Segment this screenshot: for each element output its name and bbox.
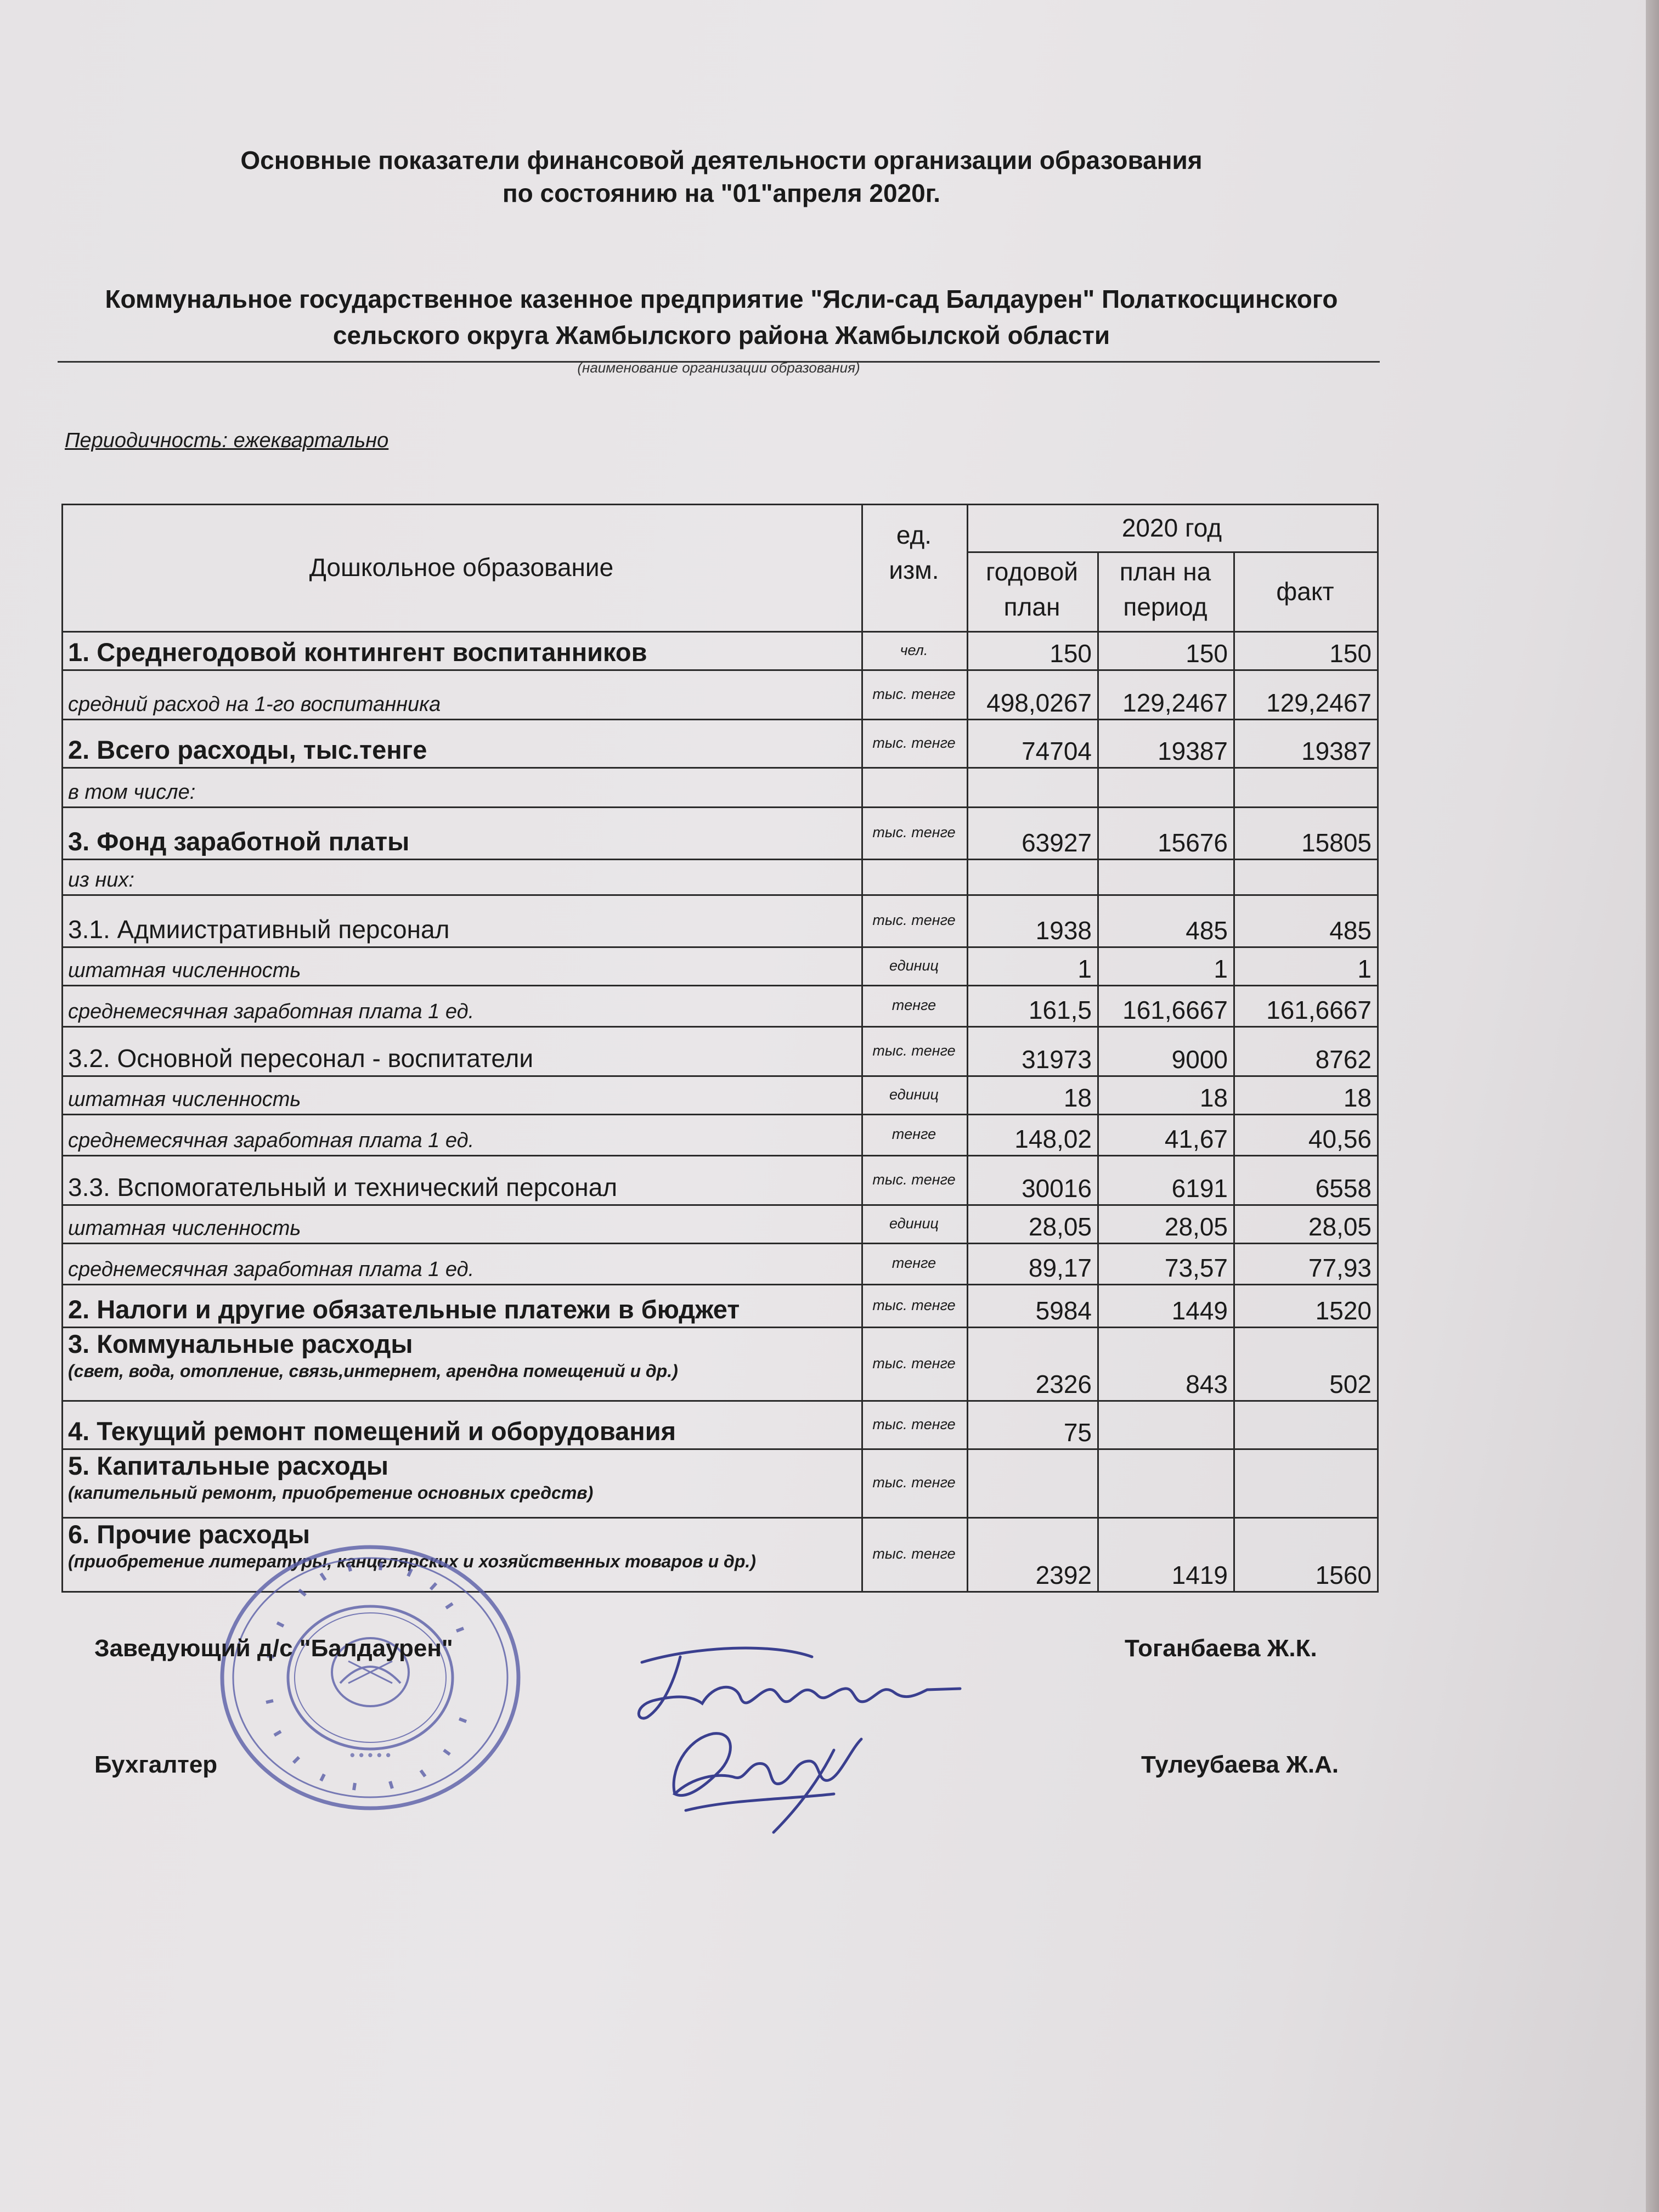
table-row-unit: единиц — [889, 957, 939, 974]
header-unit-line2: изм. — [889, 556, 939, 584]
table-row-period: 73,57 — [1164, 1254, 1228, 1282]
table-vline — [61, 504, 63, 1593]
row-label-text: в том числе: — [68, 781, 196, 804]
table-row-unit: тыс. тенге — [872, 1415, 956, 1432]
table-row-fact: 19387 — [1301, 737, 1372, 765]
table-row-annual: 31973 — [1022, 1045, 1092, 1074]
table-row-fact: 28,05 — [1308, 1212, 1372, 1241]
table-row-label — [68, 1028, 533, 1075]
organization-caption: (наименование организации образования) — [577, 359, 860, 376]
table-row-fact — [1233, 859, 1372, 894]
svg-text:• • • • •: • • • • • — [349, 1747, 391, 1763]
row-label-text: 1. Среднегодовой контингент воспитанников — [68, 637, 647, 667]
table-row-unit: тенге — [891, 1255, 936, 1271]
table-row-label — [68, 1451, 593, 1517]
table-row-annual: 28,05 — [1028, 1212, 1092, 1241]
table-row-period: 41,67 — [1164, 1125, 1228, 1153]
table-row-label — [68, 721, 427, 767]
table-row-unit: тыс. тенге — [872, 734, 956, 751]
table-row-unit: единиц — [889, 1086, 939, 1103]
table-row-label — [68, 769, 195, 806]
head-name: Тоганбаева Ж.К. — [1125, 1635, 1317, 1662]
header-year: 2020 год — [1121, 513, 1222, 542]
table-row-unit: тенге — [891, 1126, 936, 1142]
table-row-period: 843 — [1186, 1370, 1228, 1398]
accountant-name: Тулеубаева Ж.А. — [1141, 1751, 1339, 1778]
table-row-annual: 63927 — [1022, 828, 1092, 857]
table-row-fact — [1233, 767, 1372, 806]
table-row-unit: тыс. тенге — [872, 912, 956, 928]
table-row-unit: тыс. тенге — [872, 1545, 956, 1562]
table-row-unit: тыс. тенге — [872, 685, 956, 702]
organization-name-line2: сельского округа Жамбылского района Жамбылской области — [332, 321, 1110, 349]
table-row-period: 150 — [1186, 639, 1228, 668]
table-row-label — [68, 896, 449, 946]
row-label-text: 5. Капитальные расходы — [68, 1451, 388, 1480]
table-row-annual: 1938 — [1035, 916, 1092, 945]
table-row-label — [68, 1245, 474, 1284]
table-row-fact — [1233, 1400, 1372, 1448]
header-col1-line2: план — [1003, 592, 1060, 621]
header-col1 — [967, 554, 1097, 624]
table-row-label — [68, 1206, 301, 1243]
row-label-text: 3.1. Адмиистративный персонал — [68, 915, 450, 944]
table-row-unit: тыс. тенге — [872, 1042, 956, 1059]
table-row-label — [68, 1116, 474, 1155]
table-row-period: 28,05 — [1164, 1212, 1228, 1241]
table-row-unit: тыс. тенге — [872, 1171, 956, 1188]
table-row-period: 1 — [1214, 955, 1228, 983]
table-row-period: 15676 — [1158, 828, 1228, 857]
row-label-text: средний расход на 1-го воспитанника — [68, 693, 441, 716]
row-sublabel-text: (приобретение литературы, канцелярских и хозяйственных товаров и др.) — [68, 1551, 756, 1571]
table-row-fact: 40,56 — [1308, 1125, 1372, 1153]
accountant-title: Бухгалтер — [94, 1751, 218, 1778]
row-label-text: среднемесячная заработная плата 1 ед. — [68, 1000, 475, 1023]
table-row-label — [68, 1286, 740, 1327]
table-row-annual: 1 — [1077, 955, 1092, 983]
table-row-fact: 1520 — [1315, 1296, 1372, 1325]
row-label-text: среднемесячная заработная плата 1 ед. — [68, 1258, 475, 1281]
table-row-unit: чел. — [900, 641, 928, 658]
table-vline — [1377, 504, 1379, 1593]
accountant-signature-icon — [653, 1717, 872, 1838]
table-row-label — [68, 987, 474, 1026]
table-row-unit: тыс. тенге — [872, 1474, 956, 1491]
row-label-text: 2. Налоги и другие обязательные платежи в бюджет — [68, 1295, 740, 1324]
table-row-unit: тыс. тенге — [872, 1355, 956, 1372]
row-label-text: 3. Фонд заработной платы — [68, 827, 410, 856]
table-row-annual — [967, 767, 1092, 806]
table-row-annual: 2392 — [1035, 1561, 1092, 1589]
head-signature-icon — [631, 1640, 971, 1728]
table-row-annual — [967, 1448, 1092, 1517]
table-row-fact: 150 — [1329, 639, 1372, 668]
table-row-period: 1449 — [1171, 1296, 1228, 1325]
table-row-label — [68, 861, 134, 894]
page-edge — [1646, 0, 1659, 2212]
table-row-annual: 150 — [1049, 639, 1092, 668]
table-row-period: 129,2467 — [1122, 689, 1228, 717]
header-unit-line1: ед. — [896, 521, 932, 549]
table-row-fact: 502 — [1329, 1370, 1372, 1398]
table-row-unit — [861, 767, 967, 806]
periodicity-label: Периодичность: ежеквартально — [65, 429, 389, 452]
table-row-label — [68, 1402, 676, 1448]
row-label-text: из них: — [68, 868, 134, 891]
table-row-annual: 74704 — [1022, 737, 1092, 765]
organization-seal-icon — [217, 1541, 524, 1815]
table-row-fact: 15805 — [1301, 828, 1372, 857]
table-row-unit: единиц — [889, 1215, 939, 1232]
row-label-text: штатная численность — [68, 959, 301, 982]
row-label-text: штатная численность — [68, 1217, 301, 1240]
table-row-period: 19387 — [1158, 737, 1228, 765]
table-row-fact: 8762 — [1315, 1045, 1372, 1074]
header-col2 — [1097, 554, 1233, 624]
table-row-fact: 485 — [1329, 916, 1372, 945]
table-row-fact — [1233, 1448, 1372, 1517]
row-label-text: 3.2. Основной пересонал - воспитатели — [68, 1044, 534, 1073]
row-label-text: 3. Коммунальные расходы — [68, 1329, 413, 1358]
row-label-text: 4. Текущий ремонт помещений и оборудования — [68, 1417, 676, 1446]
table-row-label — [68, 1329, 678, 1400]
table-row-annual: 2326 — [1035, 1370, 1092, 1398]
table-row-fact: 6558 — [1315, 1174, 1372, 1203]
table-row-fact: 77,93 — [1308, 1254, 1372, 1282]
table-row-annual: 75 — [1063, 1418, 1092, 1447]
table-row-annual — [967, 859, 1092, 894]
table-row-period: 6191 — [1171, 1174, 1228, 1203]
table-row-annual: 161,5 — [1028, 996, 1092, 1024]
table-row-label — [68, 1077, 301, 1114]
table-row-annual: 5984 — [1035, 1296, 1092, 1325]
row-label-text: 3.3. Вспомогательный и технический персонал — [68, 1173, 618, 1201]
table-row-label — [68, 809, 409, 859]
row-sublabel-text: (капительный ремонт, приобретение основных средств) — [68, 1483, 594, 1503]
row-label-text: 2. Всего расходы, тыс.тенге — [68, 735, 427, 764]
table-row-period — [1097, 767, 1228, 806]
table-row-fact: 161,6667 — [1266, 996, 1372, 1024]
table-row-period: 18 — [1199, 1084, 1228, 1112]
table-row-period: 485 — [1186, 916, 1228, 945]
table-row-label — [68, 949, 301, 985]
header-col2-line2: период — [1123, 592, 1207, 621]
table-row-annual: 30016 — [1022, 1174, 1092, 1203]
header-col2-line1: план на — [1119, 557, 1211, 586]
table-row-annual: 498,0267 — [986, 689, 1092, 717]
table-row-label — [68, 1157, 617, 1204]
table-row-annual: 89,17 — [1028, 1254, 1092, 1282]
table-row-annual: 148,02 — [1014, 1125, 1092, 1153]
table-row-period: 161,6667 — [1122, 996, 1228, 1024]
row-label-text: штатная численность — [68, 1088, 301, 1111]
header-col1-line1: годовой — [986, 557, 1078, 586]
table-row-period — [1097, 1400, 1228, 1448]
table-row-fact: 129,2467 — [1266, 689, 1372, 717]
organization-name-line1: Коммунальное государственное казенное предприятие "Ясли-сад Балдаурен" Полаткосщинского — [105, 285, 1338, 313]
table-row-fact: 1 — [1357, 955, 1372, 983]
document-title-line1: Основные показатели финансовой деятельности организации образования — [240, 146, 1203, 174]
header-unit — [861, 517, 967, 588]
table-row-period: 1419 — [1171, 1561, 1228, 1589]
header-section: Дошкольное образование — [309, 553, 614, 582]
table-row-annual: 18 — [1063, 1084, 1092, 1112]
header-col3: факт — [1276, 577, 1334, 606]
head-title: Заведующий д/с "Балдаурен" — [94, 1635, 453, 1662]
table-row-period — [1097, 859, 1228, 894]
table-row-fact: 1560 — [1315, 1561, 1372, 1589]
table-row-fact: 18 — [1343, 1084, 1372, 1112]
table-row-period — [1097, 1448, 1228, 1517]
table-row-unit: тенге — [891, 997, 936, 1013]
row-sublabel-text: (свет, вода, отопление, связь,интернет, арендна помещений и др.) — [68, 1361, 678, 1381]
table-row-unit: тыс. тенге — [872, 824, 956, 840]
row-label-text: 6. Прочие расходы — [68, 1520, 311, 1549]
table-row-unit: тыс. тенге — [872, 1296, 956, 1313]
row-label-text: среднемесячная заработная плата 1 ед. — [68, 1129, 475, 1152]
table-row-label — [68, 672, 441, 719]
document-title-line2: по состоянию на "01"апреля 2020г. — [502, 179, 941, 207]
table-row-period: 9000 — [1171, 1045, 1228, 1074]
table-row-label — [68, 633, 647, 669]
table-row-unit — [861, 859, 967, 894]
